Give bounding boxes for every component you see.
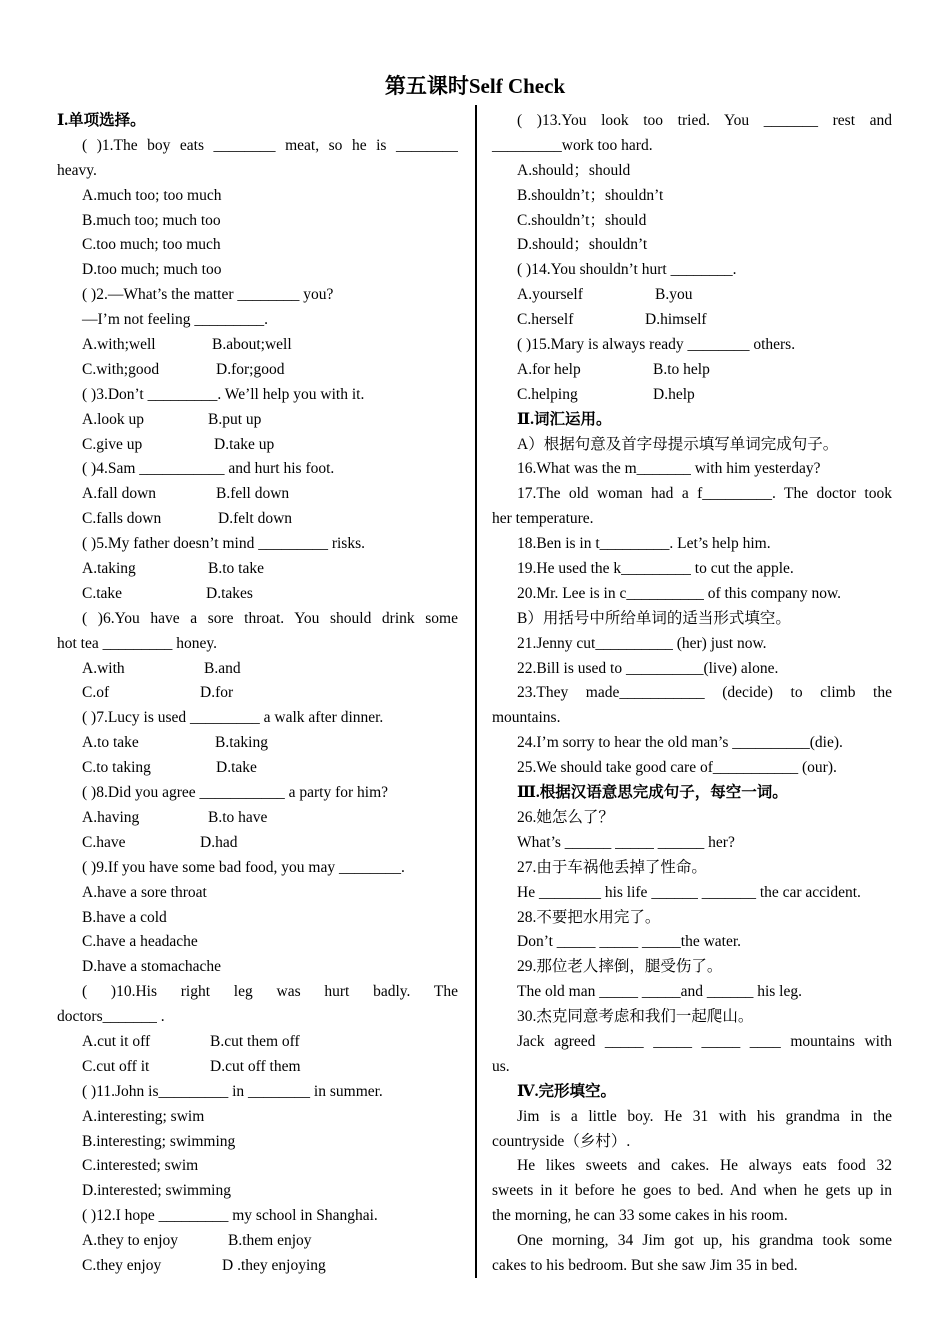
text-line: D.have a stomachache — [82, 958, 222, 976]
option-text: A.to take — [82, 734, 139, 752]
option-text: A.taking — [82, 560, 136, 578]
option-text: A.having — [82, 808, 140, 826]
answer-options-row — [57, 1254, 458, 1279]
section-heading: Ⅲ.根据汉语意思完成句子，每空一词。 — [517, 784, 788, 802]
answer-options-row — [57, 358, 458, 383]
left-column — [57, 109, 458, 1279]
text-line: ( )8.Did you agree ___________ a party for him? — [82, 784, 389, 802]
option-text: B.to have — [208, 808, 268, 826]
text-line: D.too much; much too — [82, 261, 222, 279]
answer-options-row — [57, 1055, 458, 1080]
text-line: What’s ______ _____ ______ her? — [517, 833, 735, 851]
answer-options-row — [57, 1030, 458, 1055]
text-line: ( )7.Lucy is used _________ a walk after dinner. — [82, 709, 384, 727]
option-text: B.them enjoy — [228, 1232, 312, 1250]
option-text: A.for help — [517, 360, 581, 378]
option-text: D.felt down — [218, 510, 293, 528]
text-line: 19.He used the k_________ to cut the apple. — [517, 560, 794, 578]
text-line: 23.They made___________ (decide) to climb the — [517, 684, 892, 702]
answer-options-row — [57, 482, 458, 507]
option-text: A.with;well — [82, 336, 156, 354]
text-line: ( )12.I hope _________ my school in Shanghai. — [82, 1207, 378, 1225]
option-text: C.to taking — [82, 759, 151, 777]
option-text: D .they enjoying — [222, 1256, 326, 1274]
option-text: C.helping — [517, 385, 578, 403]
answer-options-row — [57, 731, 458, 756]
option-text: A.cut it off — [82, 1032, 151, 1050]
text-line: 16.What was the m_______ with him yesterday? — [517, 460, 821, 478]
text-line: 29.那位老人摔倒，腿受伤了。 — [517, 958, 723, 976]
text-line: C.too much; too much — [82, 236, 221, 254]
text-line: A.have a sore throat — [82, 883, 207, 901]
option-text: B.to take — [208, 560, 264, 578]
text-line: ( )6.You have a sore throat. You should drink some — [82, 609, 458, 627]
option-text: D.for — [200, 684, 234, 702]
text-line: 17.The old woman had a f_________. The doctor took — [517, 485, 892, 503]
option-text: D.take up — [214, 435, 275, 453]
text-line: He ________ his life ______ _______ the car accident. — [517, 883, 861, 901]
text-line: 26.她怎么了？ — [517, 808, 614, 826]
text-line: D.should；shouldn’t — [517, 236, 648, 254]
text-line: B.have a cold — [82, 908, 167, 926]
option-text: B.you — [655, 286, 693, 304]
answer-options-row — [57, 582, 458, 607]
text-line: B）用括号中所给单词的适当形式填空。 — [517, 609, 791, 627]
option-text: C.falls down — [82, 510, 162, 528]
text-line: He likes sweets and cakes. He always eats food 32 — [517, 1157, 892, 1175]
text-line: countryside（乡村）. — [492, 1132, 631, 1150]
text-line: A）根据句意及首字母提示填写单词完成句子。 — [517, 435, 839, 453]
text-line: heavy. — [57, 161, 97, 179]
text-line: 22.Bill is used to __________(live) alone. — [517, 659, 779, 677]
option-text: D.had — [200, 833, 238, 851]
text-line: 25.We should take good care of___________ (our). — [517, 759, 837, 777]
text-line: C.have a headache — [82, 933, 198, 951]
right-column — [492, 109, 892, 1279]
text-line: 27.由于车祸他丢掉了性命。 — [517, 858, 707, 876]
option-text: B.fell down — [216, 485, 290, 503]
text-line: ( )9.If you have some bad food, you may ________. — [82, 858, 405, 876]
answer-options-row — [57, 831, 458, 856]
text-line: One morning, 34 Jim got up, his grandma took some — [517, 1232, 892, 1250]
option-text: C.have — [82, 833, 126, 851]
option-text: C.give up — [82, 435, 143, 453]
option-text: C.take — [82, 584, 123, 602]
text-line: —I’m not feeling _________. — [82, 311, 268, 329]
option-text: C.with;good — [82, 360, 160, 378]
section-heading: Ⅳ.完形填空。 — [517, 1082, 616, 1100]
text-line: 28.不要把水用完了。 — [517, 908, 661, 926]
text-line: B.shouldn’t；shouldn’t — [517, 186, 664, 204]
text-line: B.much too; much too — [82, 211, 221, 229]
text-line: Jim is a little boy. He 31 with his grandma in the — [517, 1107, 892, 1125]
text-line: ( )3.Don’t _________. We’ll help you with it. — [82, 385, 365, 403]
answer-options-row — [57, 557, 458, 582]
text-line: A.much too; too much — [82, 186, 222, 204]
answer-options-row — [492, 383, 892, 408]
option-text: B.put up — [208, 410, 262, 428]
option-text: A.they to enjoy — [82, 1232, 178, 1250]
text-line: sweets in it before he goes to bed. And when he gets up in — [492, 1182, 892, 1200]
option-text: C.cut off it — [82, 1057, 150, 1075]
text-line: _________work too hard. — [492, 136, 653, 154]
answer-options-row — [57, 657, 458, 682]
text-line: A.should；should — [517, 161, 631, 179]
option-text: C.they enjoy — [82, 1256, 162, 1274]
option-text: B.taking — [215, 734, 268, 752]
option-text: D.help — [653, 385, 695, 403]
text-line: doctors_______ . — [57, 1008, 165, 1026]
text-line: C.interested; swim — [82, 1157, 199, 1175]
answer-options-row — [57, 408, 458, 433]
answer-options-row — [57, 1229, 458, 1254]
answer-options-row — [57, 806, 458, 831]
text-line: mountains. — [492, 709, 561, 727]
text-line: ( )10.His right leg was hurt badly. The — [82, 983, 458, 1001]
text-line: 18.Ben is in t_________. Let’s help him. — [517, 535, 771, 553]
answer-options-row — [492, 283, 892, 308]
option-text: A.with — [82, 659, 125, 677]
option-text: A.fall down — [82, 485, 157, 503]
answer-options-row — [57, 507, 458, 532]
text-line: The old man _____ _____and ______ his leg. — [517, 983, 802, 1001]
option-text: C.herself — [517, 311, 574, 329]
text-line: ( )2.—What’s the matter ________ you? — [82, 286, 334, 304]
text-line: ( )14.You shouldn’t hurt ________. — [517, 261, 737, 279]
option-text: B.cut them off — [210, 1032, 300, 1050]
text-line: us. — [492, 1057, 510, 1075]
answer-options-row — [57, 756, 458, 781]
column-divider — [475, 105, 477, 1278]
text-line: ( )15.Mary is always ready ________ others. — [517, 336, 796, 354]
option-text: D.take — [216, 759, 257, 777]
option-text: A.yourself — [517, 286, 583, 304]
answer-options-row — [57, 333, 458, 358]
text-line: her temperature. — [492, 510, 594, 528]
text-line: D.interested; swimming — [82, 1182, 231, 1200]
text-line: 20.Mr. Lee is in c__________ of this company now. — [517, 584, 842, 602]
answer-options-row — [57, 433, 458, 458]
text-line: C.shouldn’t；should — [517, 211, 647, 229]
text-line: ( )11.John is_________ in ________ in summer. — [82, 1082, 383, 1100]
text-line: 24.I’m sorry to hear the old man’s __________(die). — [517, 734, 843, 752]
option-text: C.of — [82, 684, 110, 702]
text-line: 21.Jenny cut__________ (her) just now. — [517, 634, 767, 652]
text-line: hot tea _________ honey. — [57, 634, 217, 652]
option-text: A.look up — [82, 410, 144, 428]
option-text: D.himself — [645, 311, 707, 329]
answer-options-row — [492, 308, 892, 333]
answer-options-row — [57, 681, 458, 706]
text-line: ( )5.My father doesn’t mind _________ risks. — [82, 535, 365, 553]
text-line: ( )1.The boy eats ________ meat, so he is ________ — [82, 136, 458, 154]
option-text: B.and — [204, 659, 241, 677]
text-line: A.interesting; swim — [82, 1107, 205, 1125]
page-title: 第五课时Self Check — [384, 74, 566, 98]
text-line: ( )13.You look too tried. You _______ rest and — [517, 112, 892, 129]
text-line: Don’t _____ _____ _____the water. — [517, 933, 742, 951]
option-text: D.cut off them — [210, 1057, 301, 1075]
option-text: D.for;good — [216, 360, 285, 378]
option-text: B.about;well — [212, 336, 292, 354]
text-line: B.interesting; swimming — [82, 1132, 236, 1150]
text-line: Jack agreed _____ _____ _____ ____ mountains with — [517, 1032, 892, 1050]
section-heading: Ⅱ.词汇运用。 — [517, 410, 612, 428]
text-line: cakes to his bedroom. But she saw Jim 35 in bed. — [492, 1256, 798, 1274]
option-text: B.to help — [653, 360, 710, 378]
option-text: D.takes — [206, 584, 253, 602]
section-heading: Ⅰ.单项选择。 — [57, 112, 146, 129]
text-line: 30.杰克同意考虑和我们一起爬山。 — [517, 1008, 754, 1026]
text-line: the morning, he can 33 some cakes in his room. — [492, 1207, 788, 1225]
text-line: ( )4.Sam ___________ and hurt his foot. — [82, 460, 335, 478]
answer-options-row — [492, 358, 892, 383]
